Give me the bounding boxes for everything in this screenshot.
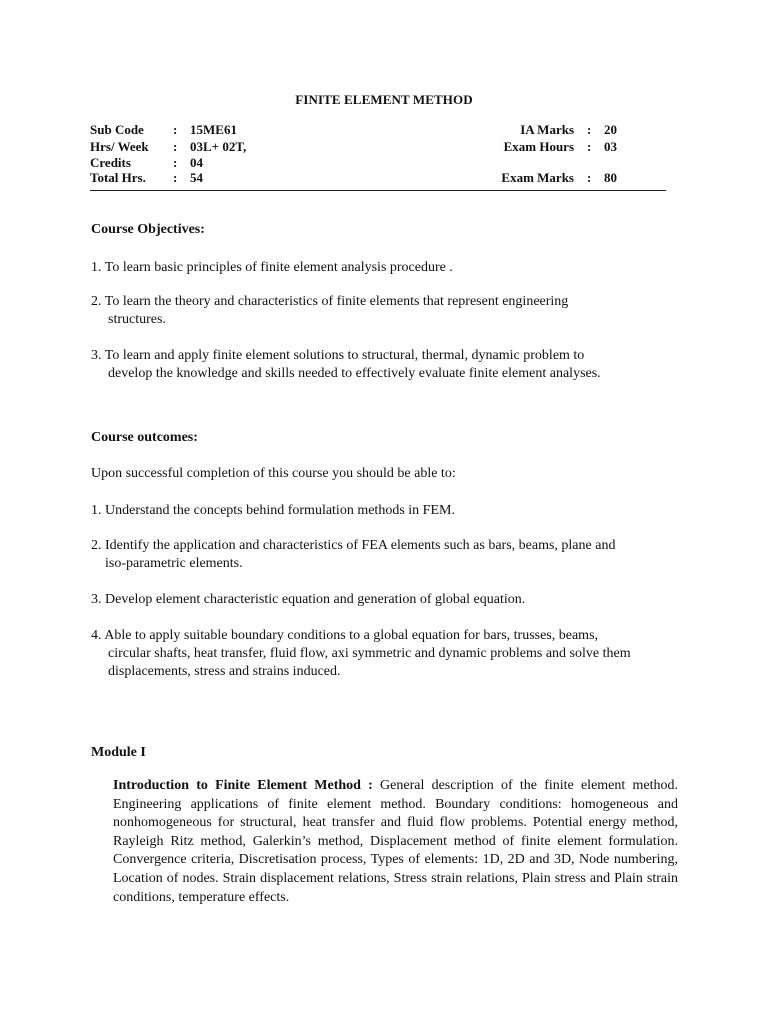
module-heading: Module I [91,745,146,760]
info-key: Exam Hours [503,139,574,154]
objective-line: 1. To learn basic principles of finite element analysis procedure . [91,260,453,275]
objective-line: 2. To learn the theory and characteristics of finite elements that represent engineering [91,294,569,309]
outcome-line: 3. Develop element characteristic equation and generation of global equation. [91,592,526,607]
info-value: 80 [604,170,617,185]
objective-item [91,347,681,383]
info-row-exam-hours [0,139,768,155]
outcome-line: 2. Identify the application and characteristics of FEA elements such as bars, beams, plane and [91,538,616,553]
info-key: IA Marks [520,122,574,137]
objective-line: 3. To learn and apply finite element solutions to structural, thermal, dynamic problem to [91,348,585,363]
outcome-line: 1. Understand the concepts behind formulation methods in FEM. [91,503,455,518]
outcomes-heading: Course outcomes: [91,430,198,445]
info-key: Sub Code [90,122,144,137]
objective-line: develop the knowledge and skills needed to effectively evaluate finite element analyses. [108,366,601,381]
outcome-item [91,502,681,520]
objective-item [91,293,681,329]
info-value: 15ME61 [190,122,237,137]
outcome-line: 4. Able to apply suitable boundary conditions to a global equation for bars, trusses, beams, [91,628,599,643]
outcomes-intro: Upon successful completion of this course you should be able to: [91,466,456,481]
info-sep: : [587,139,592,154]
info-sep: : [173,122,178,137]
info-row-exam-marks [0,170,768,186]
info-sep: : [173,170,178,185]
outcome-item [91,591,681,609]
info-sep: : [173,155,178,170]
objectives-heading: Course Objectives: [91,222,205,237]
info-value: 04 [190,155,203,170]
info-value: 20 [604,122,617,137]
module-text: General description of the finite element method. Engineering applications of finite element method. Boundary conditions: homogeneous and nonhomogeneous for structural, heat transfer and fluid flow problems. Potential energy method, Rayleigh Ritz method, Galerkin’s method, Displacement method of finite element formulation. Convergence criteria, Discretisation process, Types of elements: 1D, 2D and 3D, Node numbering, Location of nodes. Strain displacement relations, Stress strain relations, Plain stress and Plain strain conditions, temperature effects. [113,778,678,905]
info-sep: : [587,122,592,137]
info-value: 03 [604,139,617,154]
info-value: 03L+ 02T, [190,139,247,154]
info-value: 54 [190,170,203,185]
module-lead: Introduction to Finite Element Method : [113,778,373,793]
info-key: Credits [90,155,131,170]
outcome-item [91,537,681,573]
info-row-ia-marks [0,122,768,138]
outcome-line: circular shafts, heat transfer, fluid flow, axi symmetric and dynamic problems and solve them [108,646,631,661]
info-key: Total Hrs. [90,170,146,185]
header-divider [90,190,666,191]
outcome-line: displacements, stress and strains induced. [108,664,341,679]
course-info-right [0,122,768,192]
module-description [113,777,678,907]
outcome-line: iso-parametric elements. [105,556,243,571]
info-key: Exam Marks [501,170,574,185]
info-key: Hrs/ Week [90,139,149,154]
page-title: FINITE ELEMENT METHOD [295,92,473,107]
objective-line: structures. [108,312,166,327]
info-sep: : [587,170,592,185]
info-sep: : [173,139,178,154]
objective-item [91,259,681,277]
outcome-item [91,627,681,681]
